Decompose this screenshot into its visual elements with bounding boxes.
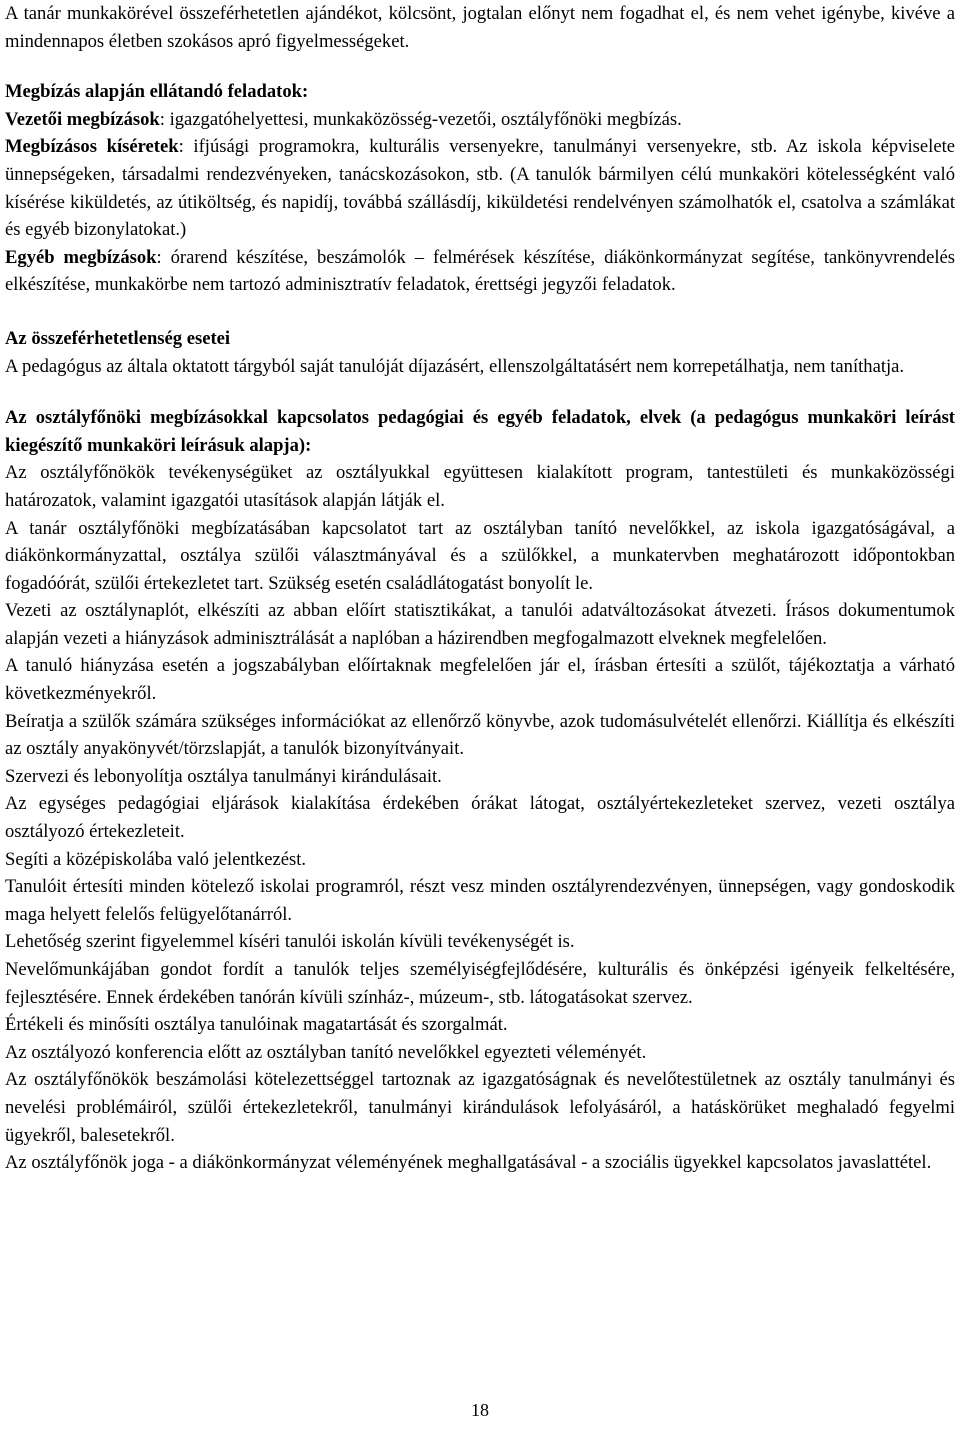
tasks-heading: Megbízás alapján ellátandó feladatok: <box>5 81 309 103</box>
homeroom-paragraph: Nevelőmunkájában gondot fordít a tanulók teljes személyiségfejlődésére, kulturális és önképzési igényeik felkeltésére, fejlesztésére. Ennek érdekében tanórán kívüli színház-, múzeum-, stb. látogatásokat szervez. <box>5 959 955 1008</box>
document-page <box>5 0 955 1177</box>
intro-paragraph: A tanár munkakörével összeférhetetlen ajándékot, kölcsönt, jogtalan előnyt nem fogadhat el, és nem vehet igénybe, kivéve a mindennapos életben szokásos apró figyelmességeket. <box>5 3 955 52</box>
homeroom-paragraph: Az osztályfőnökök tevékenységüket az osztályukkal együttesen kialakított program, tantestületi és munkaközösségi határozatok, valamint igazgatói utasítások alapján látják el. <box>5 462 955 511</box>
homeroom-paragraph: Az osztályfőnök joga - a diákönkormányzat véleményének meghallgatásával - a szociális ügyekkel kapcsolatos javaslattétel. <box>5 1152 932 1174</box>
spacer <box>5 380 955 404</box>
spacer <box>5 299 955 325</box>
leader-assignments <box>5 106 955 134</box>
spacer <box>5 55 955 78</box>
homeroom-paragraph: Az osztályozó konferencia előtt az osztályban tanító nevelőkkel egyezteti véleményét. <box>5 1041 647 1063</box>
homeroom-paragraph: Vezeti az osztálynaplót, elkészíti az abban előírt statisztikákat, a tanulói adatváltozásokat átvezeti. Írásos dokumentumok alapján vezeti a hiányzások adminisztrálását a naplóban a házirendben megfogalmazott elveknek megfelelően. <box>5 600 955 649</box>
homeroom-paragraph: Szervezi és lebonyolítja osztálya tanulmányi kirándulásait. <box>5 765 442 787</box>
homeroom-paragraph: A tanár osztályfőnöki megbízatásában kapcsolatot tart az osztályban tanító nevelőkkel, az iskola igazgatóságával, a diákönkormányzattal, osztálya szülői választmányával és a szülőkkel, a munkatervben meghatározott időpontokban fogadóórát, szülői értekezletet tart. Szükség esetén családlátogatást bonyolít le. <box>5 517 955 594</box>
homeroom-paragraph: A tanuló hiányzása esetén a jogszabályban előírtaknak megfelelően jár el, írásban értesíti a szülőt, tájékoztatja a várható következményekről. <box>5 655 955 705</box>
escort-assignments-label: Megbízásos kíséretek <box>5 136 179 158</box>
leader-assignments-label: Vezetői megbízások <box>5 108 160 130</box>
escort-assignments <box>5 133 955 243</box>
other-assignments <box>5 244 955 299</box>
leader-assignments-text: : igazgatóhelyettesi, munkaközösség-vezetői, osztályfőnöki megbízás. <box>159 108 682 130</box>
homeroom-paragraph: Az egységes pedagógiai eljárások kialakítása érdekében órákat látogat, osztályértekezleteket szervez, vezeti osztálya osztályozó értekezleteit. <box>5 793 955 843</box>
page-number: 18 <box>471 1400 489 1420</box>
homeroom-paragraph: Az osztályfőnökök beszámolási kötelezettséggel tartoznak az igazgatóságnak és nevelőtestületnek az osztály tanulmányi és nevelési problémáiról, szülői értekezletekről, tanulmányi kirándulások lefolyásáról, a hatáskörüket meghaladó fegyelmi ügyekről, balesetekről. <box>5 1069 955 1146</box>
other-assignments-label: Egyéb megbízások <box>5 246 157 268</box>
conflict-heading: Az összeférhetetlenség esetei <box>5 327 231 349</box>
other-assignments-text: : órarend készítése, beszámolók – felmérések készítése, diákönkormányzat segítése, tankönyvrendelés elkészítése, munkakörbe nem tartozó adminisztratív feladatok, érettségi jegyzői feladatok. <box>5 246 955 296</box>
homeroom-paragraph: Tanulóit értesíti minden kötelező iskolai programról, részt vesz minden osztályrendezvényen, ünnepségen, vagy gondoskodik maga helyett felelős felügyelőtanárról. <box>5 876 955 925</box>
homeroom-paragraph: Lehetőség szerint figyelemmel kíséri tanulói iskolán kívüli tevékenységét is. <box>5 931 575 953</box>
conflict-text: A pedagógus az általa oktatott tárgyból saját tanulóját díjazásért, ellenszolgáltatásért nem korrepetálhatja, nem taníthatja. <box>5 355 905 377</box>
escort-assignments-text: : ifjúsági programokra, kulturális versenyekre, tanulmányi versenyekre, stb. Az iskola képviselete ünnepségeken, társadalmi rendezvényeken, tanácskozásokon, stb. (A tanulók bármilyen célú munkaköri kötelességként való kísérése kiküldetés, az útiköltség, és napidíj, továbbá szállásdíj, kiküldetési rendelvényen számolhatók el, csatolva a számlákat és egyéb bizonylatokat.) <box>5 136 955 241</box>
homeroom-paragraph: Segíti a középiskolába való jelentkezést. <box>5 848 307 870</box>
homeroom-heading: Az osztályfőnöki megbízásokkal kapcsolatos pedagógiai és egyéb feladatok, elvek (a pedagógus munkaköri leírást kiegészítő munkaköri leírásuk alapja): <box>5 407 955 456</box>
homeroom-paragraph: Beíratja a szülők számára szükséges információkat az ellenőrző könyvbe, azok tudomásulvételét ellenőrzi. Kiállítja és elkészíti az osztály anyakönyvét/törzslapját, a tanulók bizonyítványait. <box>5 710 955 760</box>
homeroom-paragraph: Értékeli és minősíti osztálya tanulóinak magatartását és szorgalmát. <box>5 1014 508 1036</box>
